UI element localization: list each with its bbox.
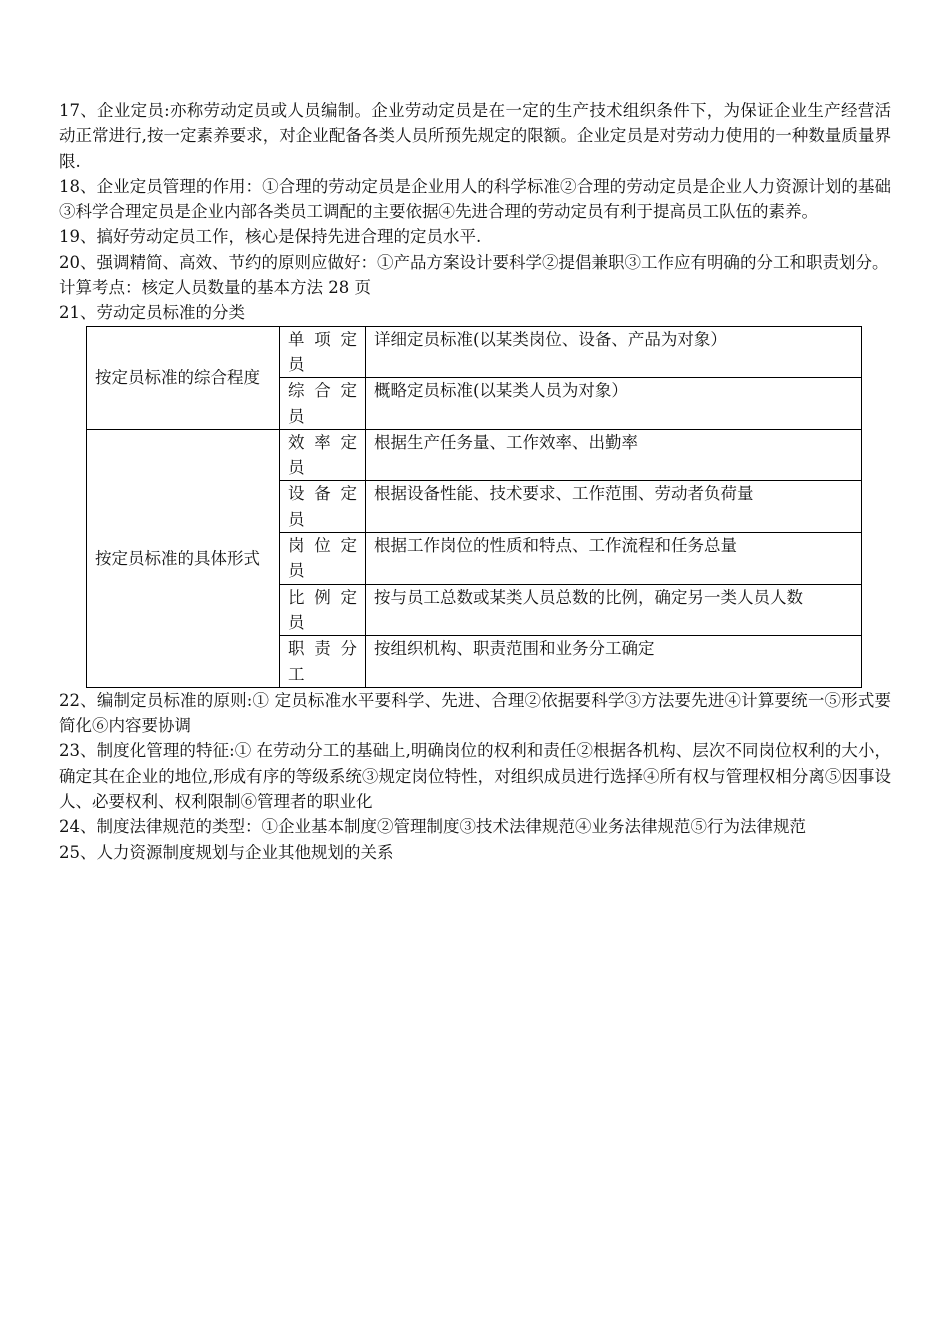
type-text-end: 员 xyxy=(288,458,305,478)
paragraph-24: 24、制度法律规范的类型：①企业基本制度②管理制度③技术法律规范④业务法律规范⑤行为法律规范 xyxy=(59,817,806,837)
paragraph-21: 21、劳动定员标准的分类 xyxy=(59,303,245,323)
type-text-end: 员 xyxy=(288,612,305,632)
calc-note: 计算考点：核定人员数量的基本方法 28 页 xyxy=(59,278,371,298)
type-text-end: 员 xyxy=(288,509,305,529)
description-cell: 按组织机构、职责范围和业务分工确定 xyxy=(366,636,862,688)
type-text-end: 员 xyxy=(288,354,305,374)
type-cell xyxy=(280,326,366,378)
description-cell: 概略定员标准(以某类人员为对象） xyxy=(366,378,862,430)
type-cell xyxy=(280,584,366,636)
type-text: 设 备 定 xyxy=(288,484,357,504)
type-text: 比 例 定 xyxy=(288,587,357,607)
table-row xyxy=(87,326,862,378)
paragraph-19: 19、搞好劳动定员工作，核心是保持先进合理的定员水平. xyxy=(59,227,482,247)
type-text-end: 员 xyxy=(288,561,305,581)
type-cell xyxy=(280,429,366,481)
category-cell: 按定员标准的综合程度 xyxy=(87,326,280,429)
type-text-end: 工 xyxy=(288,664,305,684)
description-cell: 根据设备性能、技术要求、工作范围、劳动者负荷量 xyxy=(366,481,862,533)
paragraph-20: 20、强调精简、高效、节约的原则应做好：①产品方案设计要科学②提倡兼职③工作应有明确的分工和职责划分。 xyxy=(59,252,889,272)
type-cell xyxy=(280,481,366,533)
type-cell xyxy=(280,636,366,688)
description-cell: 详细定员标准(以某类岗位、设备、产品为对象） xyxy=(366,326,862,378)
type-text: 效 率 定 xyxy=(288,432,357,452)
table-row xyxy=(87,429,862,481)
paragraph-23: 23、制度化管理的特征:① 在劳动分工的基础上,明确岗位的权利和责任②根据各机构、层次不同岗位权利的大小，确定其在企业的地位,形成有序的等级系统③规定岗位特性，对组织成员进行选择④所有权与管理权相分离⑤因事设人、必要权利、权利限制⑥管理者的职业化 xyxy=(59,741,891,812)
category-cell: 按定员标准的具体形式 xyxy=(87,429,280,687)
paragraph-18: 18、企业定员管理的作用：①合理的劳动定员是企业用人的科学标准②合理的劳动定员是企业人力资源计划的基础③科学合理定员是企业内部各类员工调配的主要依据④先进合理的劳动定员有利于提高员工队伍的素养。 xyxy=(59,176,891,222)
description-cell: 根据生产任务量、工作效率、出勤率 xyxy=(366,429,862,481)
description-cell: 按与员工总数或某类人员总数的比例，确定另一类人员人数 xyxy=(366,584,862,636)
type-cell xyxy=(280,378,366,430)
paragraph-22: 22、编制定员标准的原则:① 定员标准水平要科学、先进、合理②依据要科学③方法要先进④计算要统一⑤形式要简化⑥内容要协调 xyxy=(59,690,891,736)
staffing-standard-table xyxy=(86,326,862,688)
description-cell: 根据工作岗位的性质和特点、工作流程和任务总量 xyxy=(366,533,862,585)
paragraph-17: 17、企业定员:亦称劳动定员或人员编制。企业劳动定员是在一定的生产技术组织条件下，为保证企业生产经营活动正常进行,按一定素养要求，对企业配备各类人员所预先规定的限额。企业定员是对劳动力使用的一种数量质量界限. xyxy=(59,101,891,171)
type-text: 职 责 分 xyxy=(288,639,357,659)
document-page xyxy=(59,98,891,865)
type-text-end: 员 xyxy=(288,406,305,426)
paragraph-25: 25、人力资源制度规划与企业其他规划的关系 xyxy=(59,842,394,862)
type-text: 岗 位 定 xyxy=(288,536,357,556)
type-text: 单 项 定 xyxy=(288,329,357,349)
type-cell xyxy=(280,533,366,585)
type-text: 综 合 定 xyxy=(288,381,357,401)
